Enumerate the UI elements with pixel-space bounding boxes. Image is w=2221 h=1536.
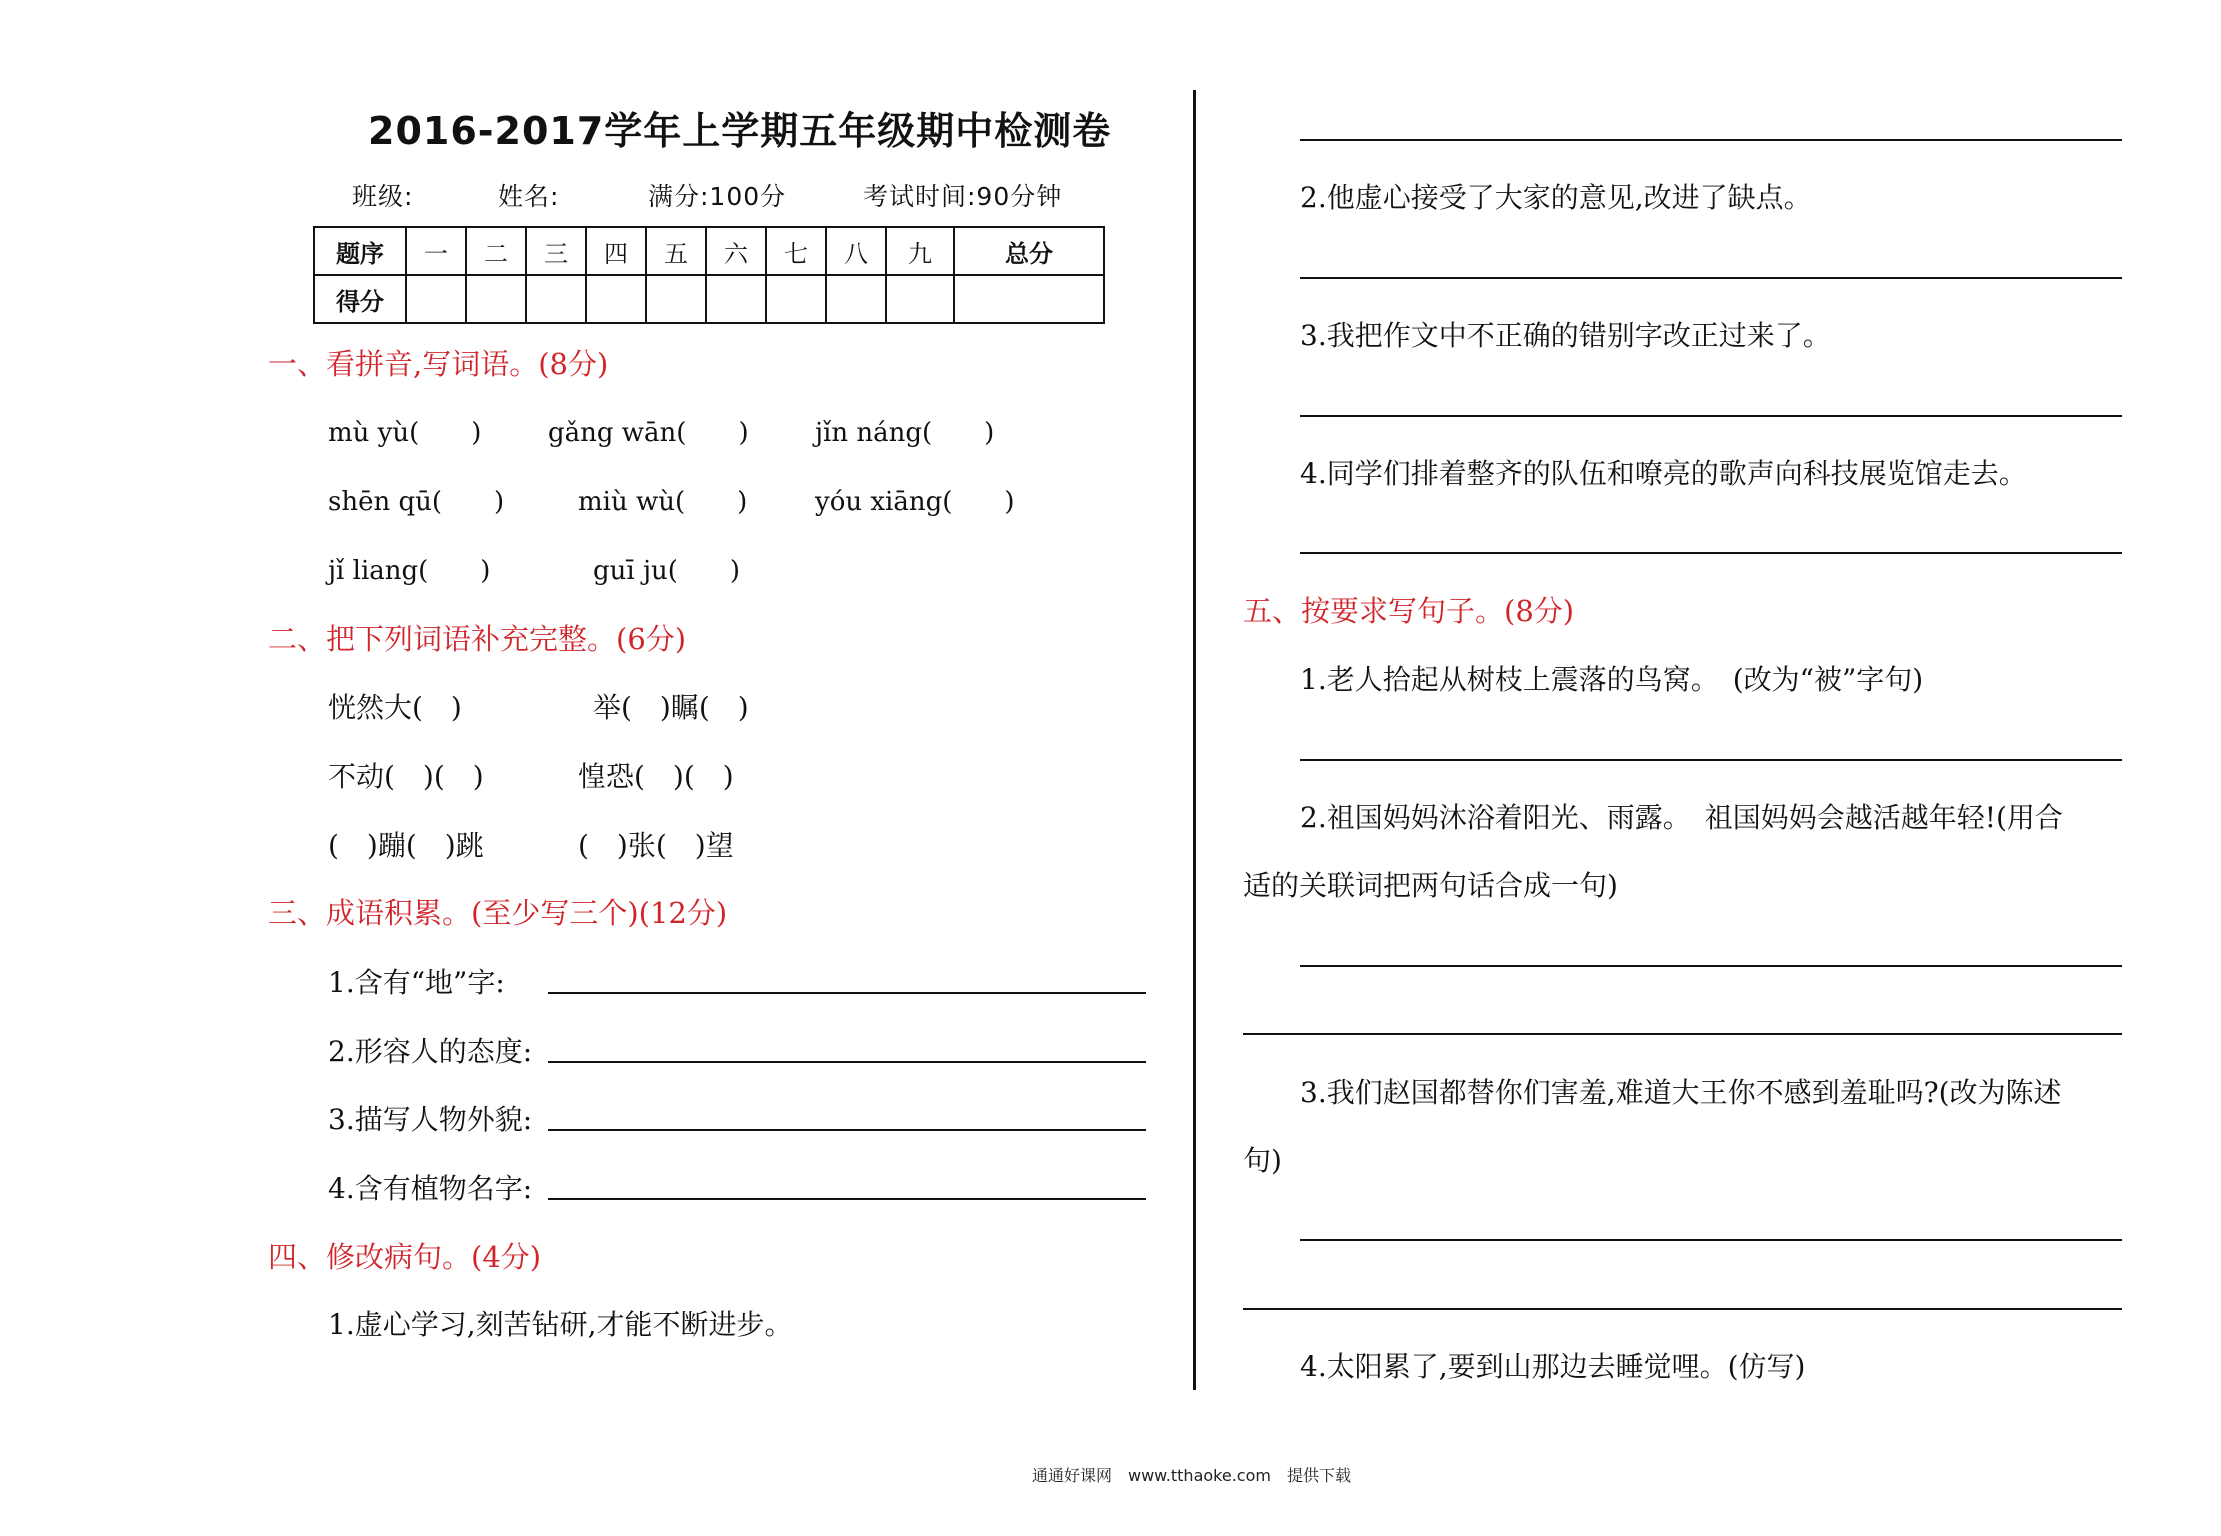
score-table-col: 八: [826, 227, 886, 275]
idiom-item: 3.描写人物外貌:: [328, 1103, 533, 1136]
sentence-item: 3.我把作文中不正确的错别字改正过来了。: [1300, 319, 1831, 352]
page-title: 2016-2017学年上学期五年级期中检测卷: [368, 109, 1112, 153]
score-table-col: 六: [706, 227, 766, 275]
section-1-heading: 一、看拼音,写词语。(8分): [268, 347, 609, 381]
word-item: 举( )瞩( ): [593, 691, 749, 724]
score-table-col: 五: [646, 227, 706, 275]
score-table-col: 四: [586, 227, 646, 275]
sentence-item: 2.祖国妈妈沐浴着阳光、雨露。 祖国妈妈会越活越年轻!(用合: [1300, 801, 2063, 834]
score-table: [313, 226, 1105, 324]
answer-line[interactable]: [1300, 1239, 2122, 1241]
answer-line[interactable]: [1300, 277, 2122, 279]
answer-line[interactable]: [1300, 139, 2122, 141]
score-cell[interactable]: [766, 275, 826, 323]
score-cell[interactable]: [826, 275, 886, 323]
word-item: 不动( )( ): [328, 760, 484, 793]
score-table-col: 一: [406, 227, 466, 275]
score-cell[interactable]: [954, 275, 1104, 323]
sentence-item-continued: 句): [1243, 1144, 1282, 1177]
score-cell[interactable]: [526, 275, 586, 323]
pinyin-item: jǐ liang( ): [328, 556, 491, 586]
name-label: 姓名:: [498, 182, 560, 211]
footer-credit: 通通好课网 www.tthaoke.com 提供下载: [1032, 1466, 1351, 1485]
section-2-heading: 二、把下列词语补充完整。(6分): [268, 622, 687, 656]
score-table-col: 三: [526, 227, 586, 275]
score-table-col: 七: [766, 227, 826, 275]
answer-line[interactable]: [548, 1129, 1146, 1131]
sentence-item: 1.老人拾起从树枝上震落的鸟窝。 (改为“被”字句): [1300, 663, 1924, 696]
answer-line[interactable]: [1243, 1308, 2122, 1310]
score-table-total: 总分: [954, 227, 1104, 275]
score-cell[interactable]: [886, 275, 954, 323]
pinyin-item: guī ju( ): [593, 556, 741, 586]
score-table-col: 二: [466, 227, 526, 275]
full-score-label: 满分:100分: [648, 182, 787, 211]
answer-line[interactable]: [548, 1061, 1146, 1063]
score-table-score-row: [314, 275, 1104, 323]
score-cell[interactable]: [586, 275, 646, 323]
pinyin-item: jǐn náng( ): [815, 418, 995, 448]
sentence-item: 3.我们赵国都替你们害羞,难道大王你不感到羞耻吗?(改为陈述: [1300, 1076, 2062, 1109]
idiom-item: 1.含有“地”字:: [328, 966, 505, 999]
answer-line[interactable]: [548, 1198, 1146, 1200]
score-table-header-row: [314, 227, 1104, 275]
answer-line[interactable]: [548, 992, 1146, 994]
word-item: 惶恐( )( ): [578, 760, 734, 793]
idiom-item: 2.形容人的态度:: [328, 1035, 533, 1068]
sentence-item: 4.同学们排着整齐的队伍和嘹亮的歌声向科技展览馆走去。: [1300, 457, 2027, 490]
pinyin-item: gǎng wān( ): [548, 418, 749, 448]
pinyin-item: yóu xiāng( ): [815, 487, 1015, 517]
sentence-item: 1.虚心学习,刻苦钻研,才能不断进步。: [328, 1308, 793, 1341]
exam-time-label: 考试时间:90分钟: [863, 182, 1063, 211]
score-cell[interactable]: [646, 275, 706, 323]
word-item: 恍然大( ): [328, 691, 462, 724]
sentence-item: 4.太阳累了,要到山那边去睡觉哩。(仿写): [1300, 1350, 1806, 1383]
section-3-heading: 三、成语积累。(至少写三个)(12分): [268, 896, 728, 930]
idiom-item: 4.含有植物名字:: [328, 1172, 533, 1205]
pinyin-item: shēn qū( ): [328, 487, 505, 517]
pinyin-item: mù yù( ): [328, 418, 482, 448]
sentence-item: 2.他虚心接受了大家的意见,改进了缺点。: [1300, 181, 1812, 214]
score-cell[interactable]: [466, 275, 526, 323]
answer-line[interactable]: [1300, 965, 2122, 967]
score-table-row-label: 得分: [314, 275, 406, 323]
score-cell[interactable]: [406, 275, 466, 323]
score-table-col: 九: [886, 227, 954, 275]
score-table-row-label: 题序: [314, 227, 406, 275]
section-4-heading: 四、修改病句。(4分): [268, 1240, 542, 1274]
class-label: 班级:: [352, 182, 414, 211]
pinyin-item: miù wù( ): [578, 487, 748, 517]
answer-line[interactable]: [1243, 1033, 2122, 1035]
score-cell[interactable]: [706, 275, 766, 323]
answer-line[interactable]: [1300, 415, 2122, 417]
answer-line[interactable]: [1300, 759, 2122, 761]
sentence-item-continued: 适的关联词把两句话合成一句): [1243, 869, 1618, 902]
answer-line[interactable]: [1300, 552, 2122, 554]
section-5-heading: 五、按要求写句子。(8分): [1243, 594, 1575, 628]
column-divider: [1193, 90, 1196, 1390]
word-item: ( )蹦( )跳: [328, 829, 484, 862]
word-item: ( )张( )望: [578, 829, 734, 862]
